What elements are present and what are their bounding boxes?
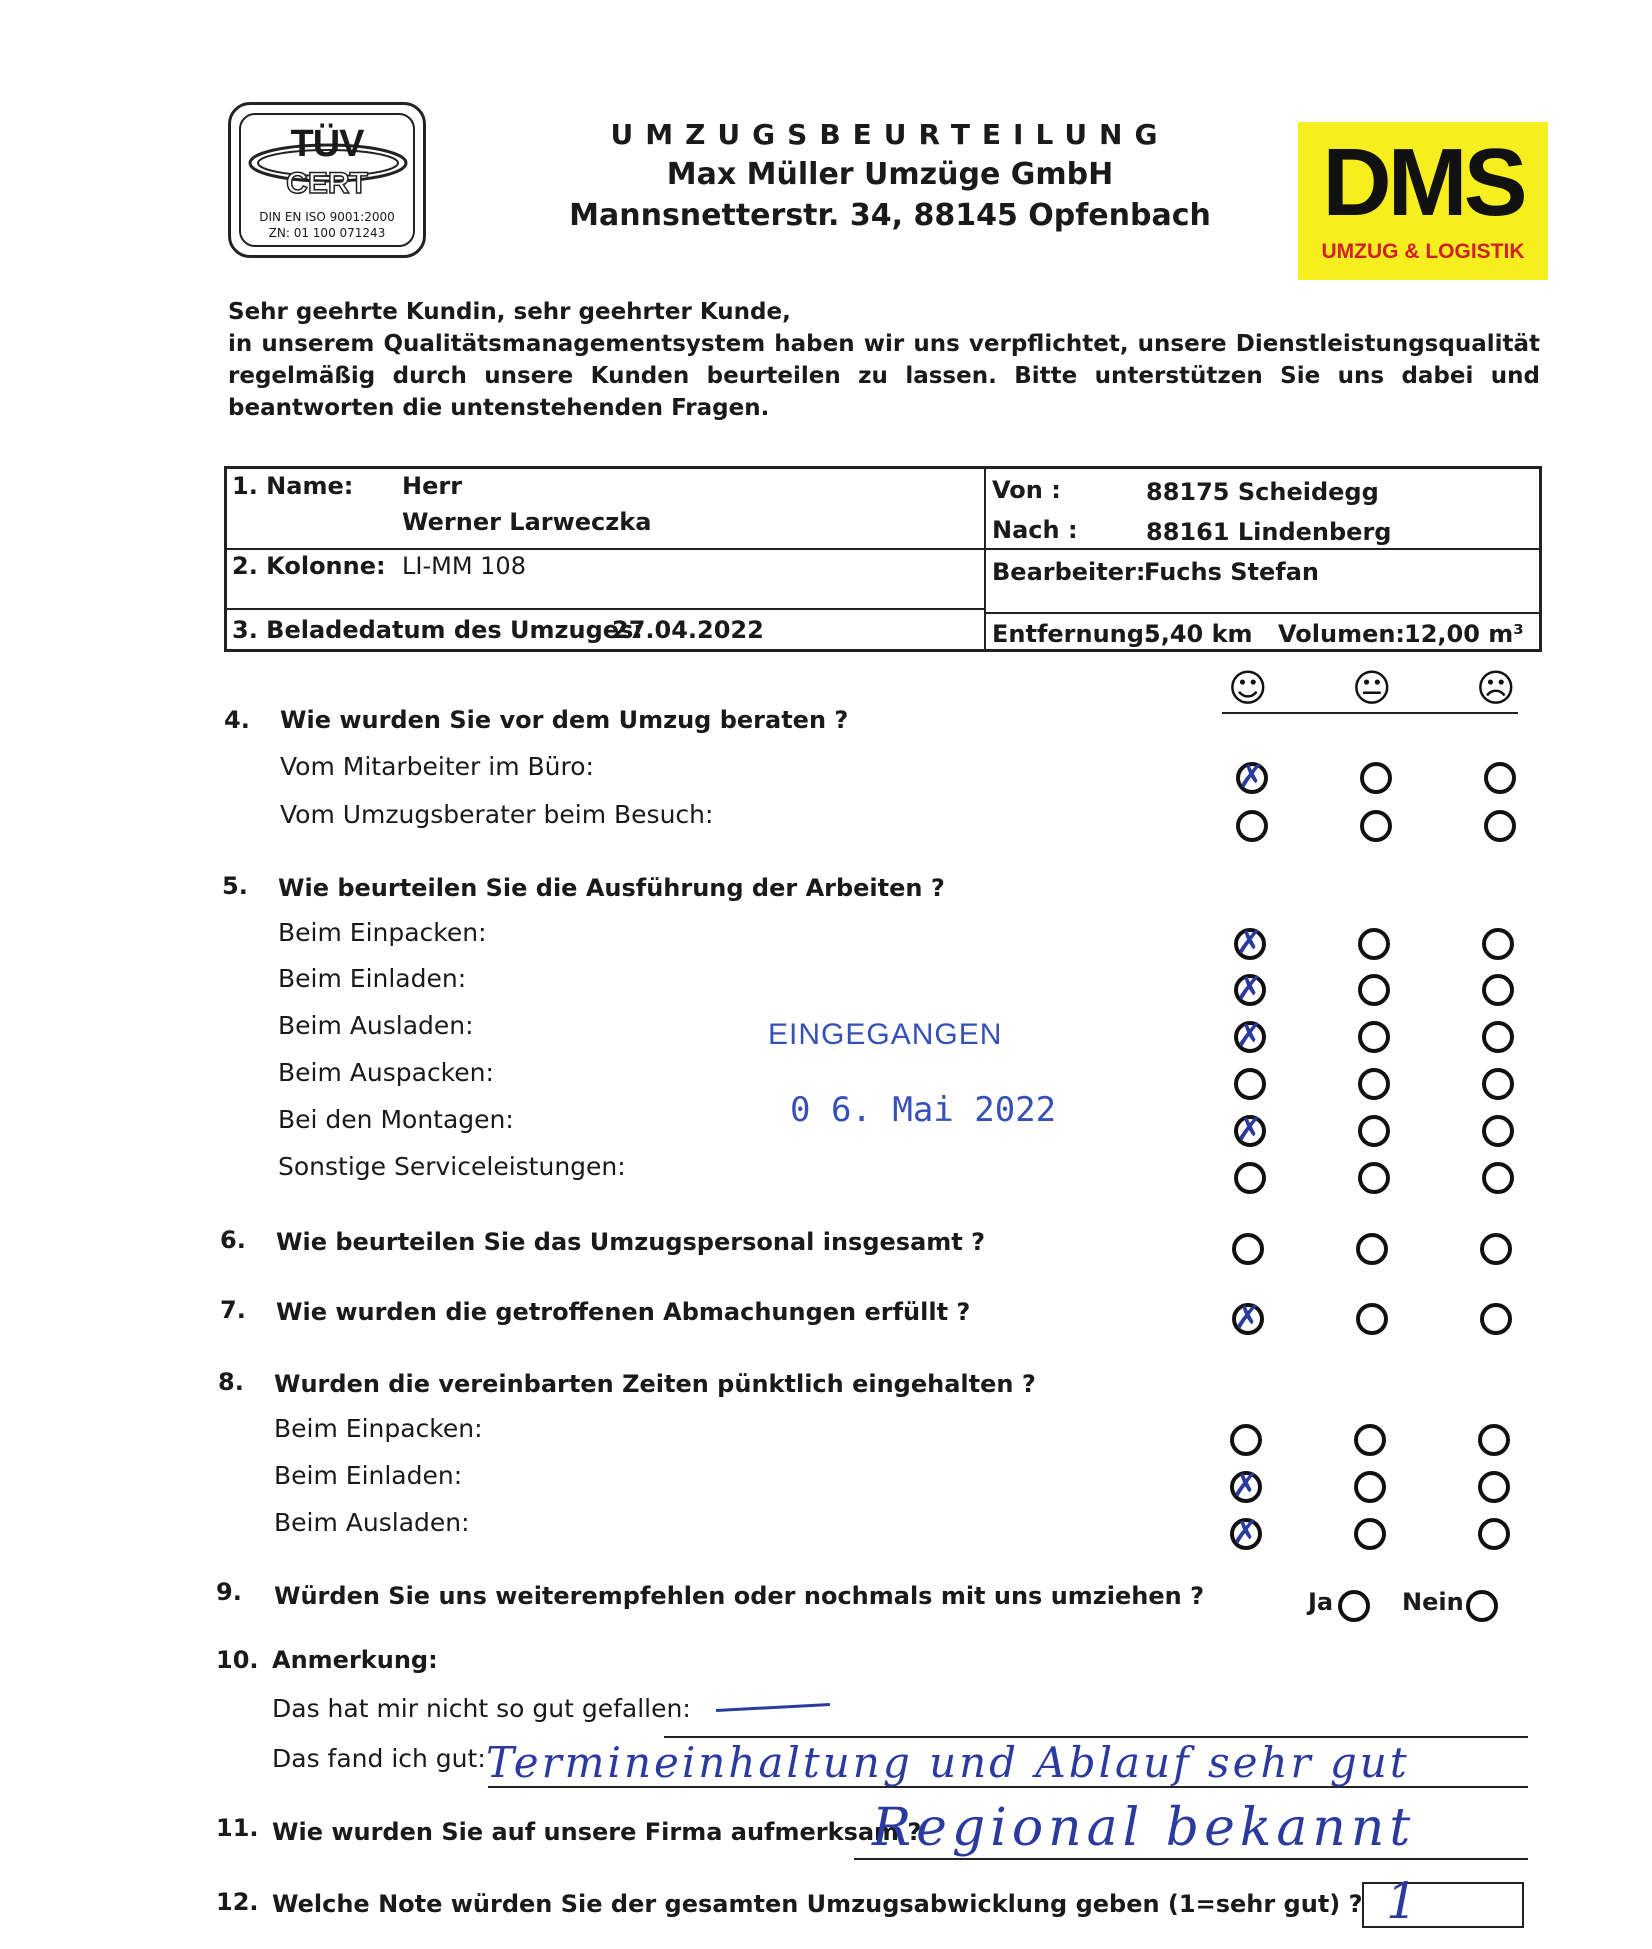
q12-text: Welche Note würden Sie der gesamten Umzugsabwicklung geben (1=sehr gut) ? [272,1890,1363,1918]
date-value: 27.04.2022 [612,616,764,644]
bearbeiter-label: Bearbeiter: [992,558,1146,586]
q11-number: 11. [216,1814,259,1842]
company-name: Max Müller Umzüge GmbH [666,157,1114,192]
q9-number: 9. [216,1578,242,1606]
q4-office-neutral-radio[interactable] [1360,762,1392,794]
q8-einladen-check-mark: ✗ [1232,1466,1259,1504]
von-value: 88175 Scheidegg [1146,478,1379,506]
q5-einladen-check-mark: ✗ [1236,969,1263,1007]
q5-sonstige-good-radio[interactable] [1234,1162,1266,1194]
q11-answer-line[interactable] [854,1858,1528,1860]
q5-montagen-bad-radio[interactable] [1482,1115,1514,1147]
q5-einpacken-neutral-radio[interactable] [1358,928,1390,960]
q7-neutral-radio[interactable] [1356,1303,1388,1335]
q4-text: Wie wurden Sie vor dem Umzug beraten ? [280,706,849,734]
q10-number: 10. [216,1646,259,1674]
q4-item-visit: Vom Umzugsberater beim Besuch: [280,800,714,829]
q5-sonstige-bad-radio[interactable] [1482,1162,1514,1194]
volumen-value: 12,00 m³ [1404,620,1524,648]
q5-einladen-neutral-radio[interactable] [1358,974,1390,1006]
q4-office-bad-radio[interactable] [1484,762,1516,794]
q5-ausladen-check-mark: ✗ [1236,1016,1263,1054]
q5-einpacken-check-mark: ✗ [1236,923,1263,961]
name-label: 1. Name: [232,472,354,500]
q5-ausladen-bad-radio[interactable] [1482,1021,1514,1053]
q10-good-label: Das fand ich gut: [272,1744,486,1773]
q6-text: Wie beurteilen Sie das Umzugspersonal insgesamt ? [276,1228,986,1256]
q6-number: 6. [220,1226,246,1254]
rating-bad-icon: ☹ [1476,666,1516,710]
volumen-label: Volumen: [1278,620,1406,648]
q5-montagen-check-mark: ✗ [1236,1110,1263,1148]
q10-text: Anmerkung: [272,1646,438,1674]
q8-ausladen-check-mark: ✗ [1232,1513,1259,1551]
q8-item-ausladen: Beim Ausladen: [274,1508,470,1537]
q4-item-office: Vom Mitarbeiter im Büro: [280,752,594,781]
q12-grade-answer: 1 [1386,1872,1418,1930]
q5-item-ausladen: Beim Ausladen: [278,1011,474,1040]
q5-ausladen-neutral-radio[interactable] [1358,1021,1390,1053]
q4-number: 4. [224,706,250,734]
q5-item-sonstige: Sonstige Serviceleistungen: [278,1152,626,1181]
q5-einpacken-bad-radio[interactable] [1482,928,1514,960]
entfernung-label: Entfernung: [992,620,1154,648]
q8-einladen-bad-radio[interactable] [1478,1471,1510,1503]
tuv-logo-text: TÜV [290,123,364,165]
greeting: Sehr geehrte Kundin, sehr geehrter Kunde, [228,299,791,325]
q8-einpacken-neutral-radio[interactable] [1354,1424,1386,1456]
title-block [560,118,1220,233]
name-salutation: Herr [402,472,463,500]
kolonne-value: LI-MM 108 [402,552,526,580]
q5-item-montagen: Bei den Montagen: [278,1105,514,1134]
q4-visit-good-radio[interactable] [1236,810,1268,842]
kolonne-label: 2. Kolonne: [232,552,386,580]
rating-good-icon: ☺ [1228,666,1268,710]
q10-not-good-label: Das hat mir nicht so gut gefallen: [272,1694,691,1723]
rating-header-rule [1222,712,1518,714]
q4-visit-neutral-radio[interactable] [1360,810,1392,842]
q5-item-einladen: Beim Einladen: [278,964,467,993]
tuv-cert-logo [228,102,426,258]
q5-auspacken-good-radio[interactable] [1234,1068,1266,1100]
q9-text: Würden Sie uns weiterempfehlen oder nochmals mit uns umziehen ? [274,1582,1204,1610]
received-stamp-title: EINGEGANGEN [768,1018,1003,1051]
q8-item-einpacken: Beim Einpacken: [274,1414,483,1443]
received-stamp-date: 0 6. Mai 2022 [790,1090,1057,1130]
q9-nein-radio[interactable] [1466,1590,1498,1622]
nach-label: Nach : [992,516,1078,544]
intro-body: in unserem Qualitätsmanagementsystem haben wir uns verpflichtet, unsere Dienstleistungsqualität regelmäßig durch unsere Kunden beurteilen zu lassen. Bitte unterstützen Sie uns dabei und beantworten die untenstehenden Fragen. [228,331,1540,421]
intro-text [228,296,1540,424]
tuv-cert-text: CERT [286,167,368,200]
bearbeiter-value: Fuchs Stefan [1144,558,1319,586]
dms-logo-text: DMS [1322,129,1524,236]
q4-office-check-mark: ✗ [1238,757,1265,795]
name-value: Werner Larweczka [402,508,652,536]
info-table [224,466,1542,652]
q11-text: Wie wurden Sie auf unsere Firma aufmerksam ? [272,1818,922,1846]
q8-text: Wurden die vereinbarten Zeiten pünktlich eingehalten ? [274,1370,1036,1398]
q9-ja-label: Ja [1308,1588,1334,1616]
q5-number: 5. [222,872,248,900]
q7-bad-radio[interactable] [1480,1303,1512,1335]
q12-number: 12. [216,1888,259,1916]
q8-einpacken-bad-radio[interactable] [1478,1424,1510,1456]
entfernung-value: 5,40 km [1144,620,1253,648]
q8-ausladen-neutral-radio[interactable] [1354,1518,1386,1550]
von-label: Von : [992,476,1061,504]
q5-auspacken-bad-radio[interactable] [1482,1068,1514,1100]
q10-good-answer: Termineinhaltung und Ablauf sehr gut [486,1738,1410,1787]
q5-auspacken-neutral-radio[interactable] [1358,1068,1390,1100]
q5-item-einpacken: Beim Einpacken: [278,918,487,947]
page-title: UMZUGSBEURTEILUNG [610,118,1170,151]
q8-number: 8. [218,1368,244,1396]
nach-value: 88161 Lindenberg [1146,518,1392,546]
q5-text: Wie beurteilen Sie die Ausführung der Arbeiten ? [278,874,945,902]
q6-bad-radio[interactable] [1480,1233,1512,1265]
q8-einladen-neutral-radio[interactable] [1354,1471,1386,1503]
q4-visit-bad-radio[interactable] [1484,810,1516,842]
q5-einladen-bad-radio[interactable] [1482,974,1514,1006]
q6-neutral-radio[interactable] [1356,1233,1388,1265]
q5-sonstige-neutral-radio[interactable] [1358,1162,1390,1194]
q8-item-einladen: Beim Einladen: [274,1461,463,1490]
tuv-din-text: DIN EN ISO 9001:2000 ZN: 01 100 071243 [259,210,395,240]
date-label: 3. Beladedatum des Umzuges: [232,616,643,644]
q8-ausladen-bad-radio[interactable] [1478,1518,1510,1550]
q7-number: 7. [220,1296,246,1324]
q6-good-radio[interactable] [1232,1233,1264,1265]
q7-check-mark: ✗ [1234,1298,1261,1336]
q5-item-auspacken: Beim Auspacken: [278,1058,494,1087]
q9-nein-label: Nein [1402,1588,1464,1616]
q5-montagen-neutral-radio[interactable] [1358,1115,1390,1147]
dms-logo [1298,122,1548,280]
q11-answer: Regional bekannt [872,1798,1416,1858]
q9-ja-radio[interactable] [1338,1590,1370,1622]
rating-neutral-icon: 😐 [1352,666,1392,710]
q8-einpacken-good-radio[interactable] [1230,1424,1262,1456]
dms-tagline: UMZUG & LOGISTIK [1321,240,1525,263]
q10-not-good-dash [716,1703,830,1712]
q7-text: Wie wurden die getroffenen Abmachungen erfüllt ? [276,1298,971,1326]
company-address: Mannsnetterstr. 34, 88145 Opfenbach [569,198,1211,233]
